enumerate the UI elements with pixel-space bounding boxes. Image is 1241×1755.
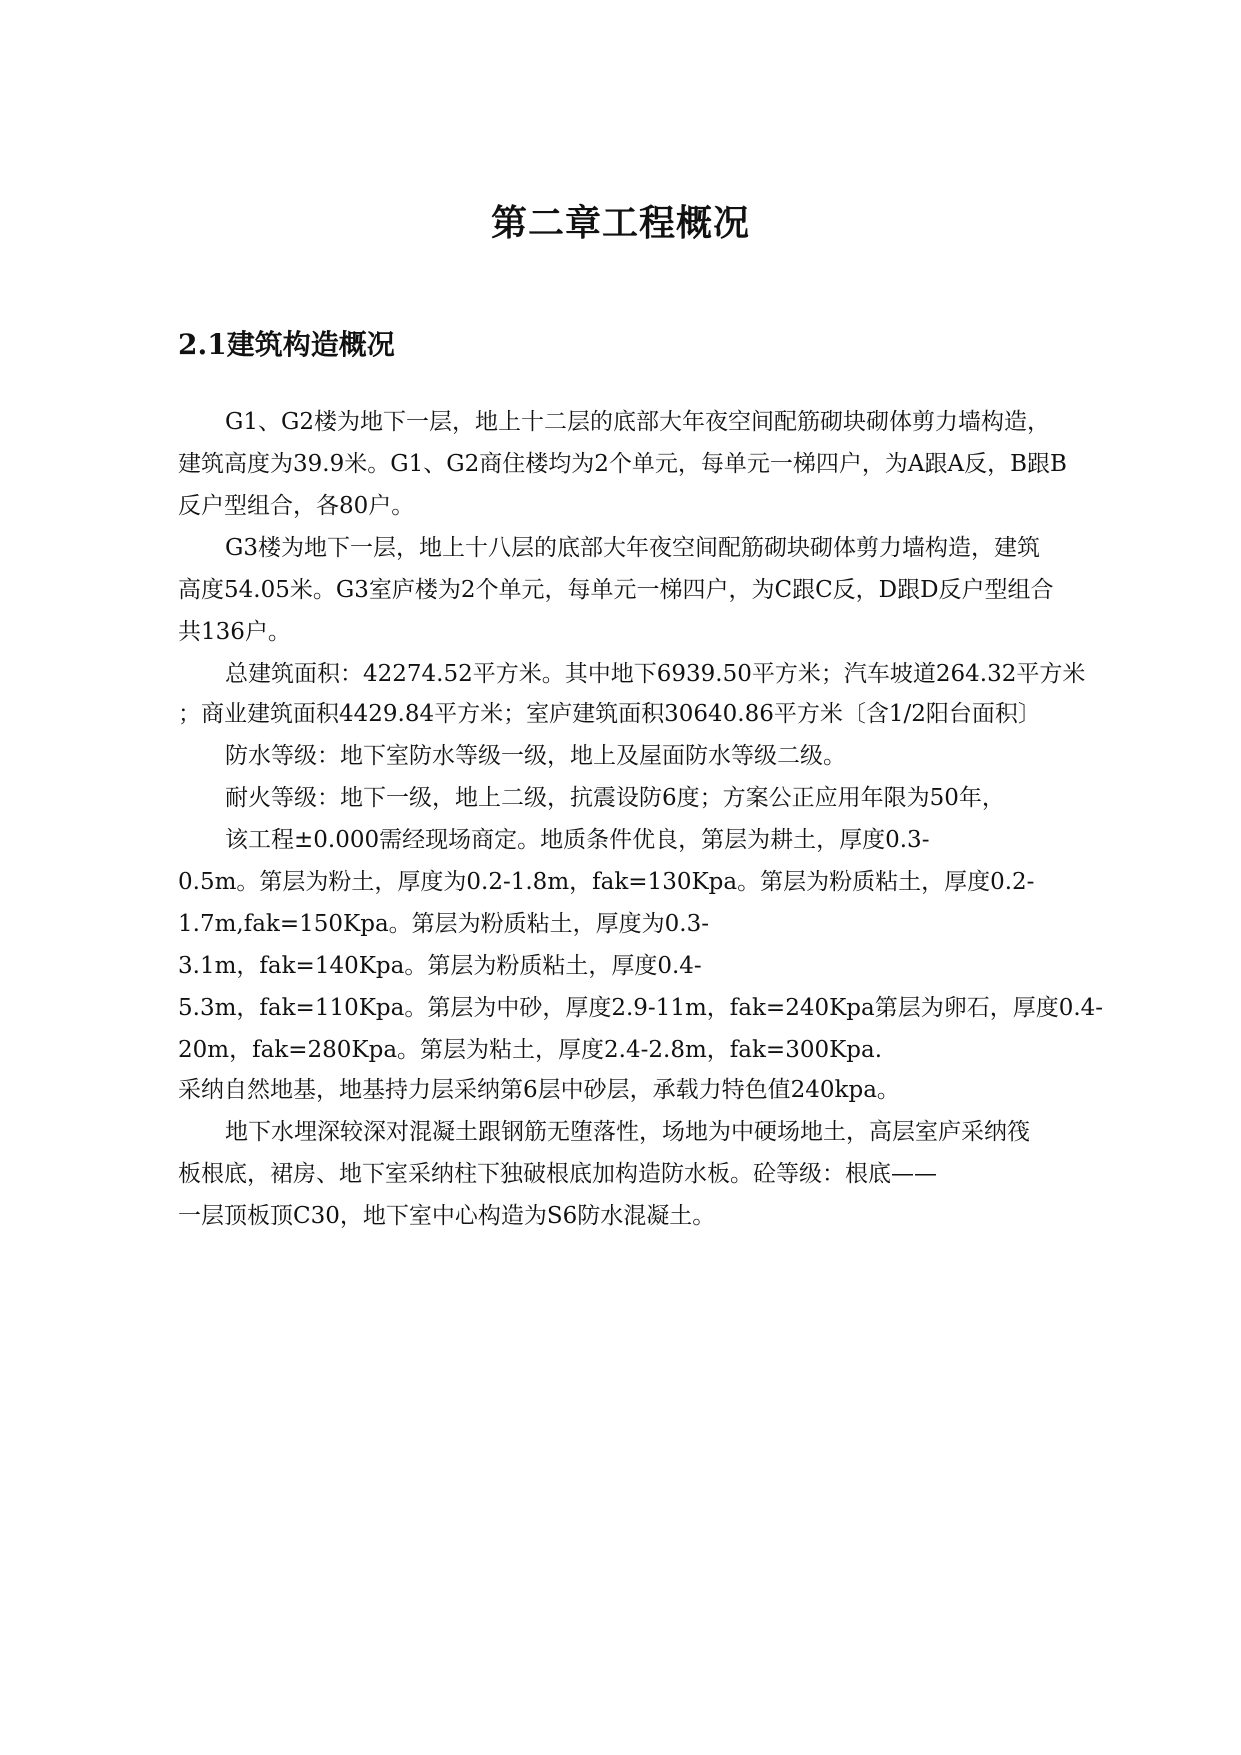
paragraph-line: G1、G2楼为地下一层，地上十二层的底部大年夜空间配筋砌块砌体剪力墙构造， [225,409,1051,435]
page-title: 第二章工程概况 [490,202,750,244]
section-heading: 2.1建筑构造概况 [178,328,395,361]
paragraph-line: 建筑高度为39.9米。G1、G2商住楼均为2个单元，每单元一梯四户，为A跟A反，B跟B [178,451,1067,477]
paragraph-line: 耐火等级：地下一级，地上二级，抗震设防6度；方案公正应用年限为50年， [225,785,1005,811]
paragraph-line: 高度54.05米。G3室庐楼为2个单元，每单元一梯四户，为C跟C反，D跟D反户型组合 [178,577,1054,603]
paragraph-line: 反户型组合，各80户。 [178,493,415,519]
paragraph-line: 共136户。 [178,619,291,645]
paragraph-line: 3.1m，fak=140Kpa。第层为粉质粘土，厚度0.4- [178,953,702,979]
paragraph-line: 防水等级：地下室防水等级一级，地上及屋面防水等级二级。 [225,743,846,769]
paragraph-line: 总建筑面积：42274.52平方米。其中地下6939.50平方米；汽车坡道264.32平方米 [225,661,1086,687]
paragraph-line: 一层顶板顶C30，地下室中心构造为S6防水混凝土。 [178,1203,716,1229]
paragraph-line: 1.7m,fak=150Kpa。第层为粉质粘土，厚度为0.3- [178,911,709,937]
paragraph-line: 5.3m，fak=110Kpa。第层为中砂，厚度2.9-11m，fak=240Kpa第层为卵石，厚度0.4- [178,995,1104,1021]
paragraph-line: G3楼为地下一层，地上十八层的底部大年夜空间配筋砌块砌体剪力墙构造，建筑 [225,535,1041,561]
paragraph-line: 板根底，裙房、地下室采纳柱下独破根底加构造防水板。砼等级：根底—— [178,1161,937,1187]
paragraph-line: 采纳自然地基，地基持力层采纳第6层中砂层，承载力特色值240kpa。 [178,1077,900,1103]
paragraph-line: ；商业建筑面积4429.84平方米；室庐建筑面积30640.86平方米〔含1/2阳台面积〕 [178,701,1041,727]
paragraph-line: 该工程±0.000需经现场商定。地质条件优良，第层为耕土，厚度0.3- [225,827,930,853]
paragraph-line: 20m，fak=280Kpa。第层为粘土，厚度2.4-2.8m，fak=300Kpa. [178,1037,883,1063]
paragraph-line: 地下水埋深较深对混凝土跟钢筋无堕落性，场地为中硬场地土，高层室庐采纳筏 [225,1119,1030,1145]
paragraph-line: 0.5m。第层为粉土，厚度为0.2-1.8m，fak=130Kpa。第层为粉质粘土，厚度0.2- [178,869,1035,895]
